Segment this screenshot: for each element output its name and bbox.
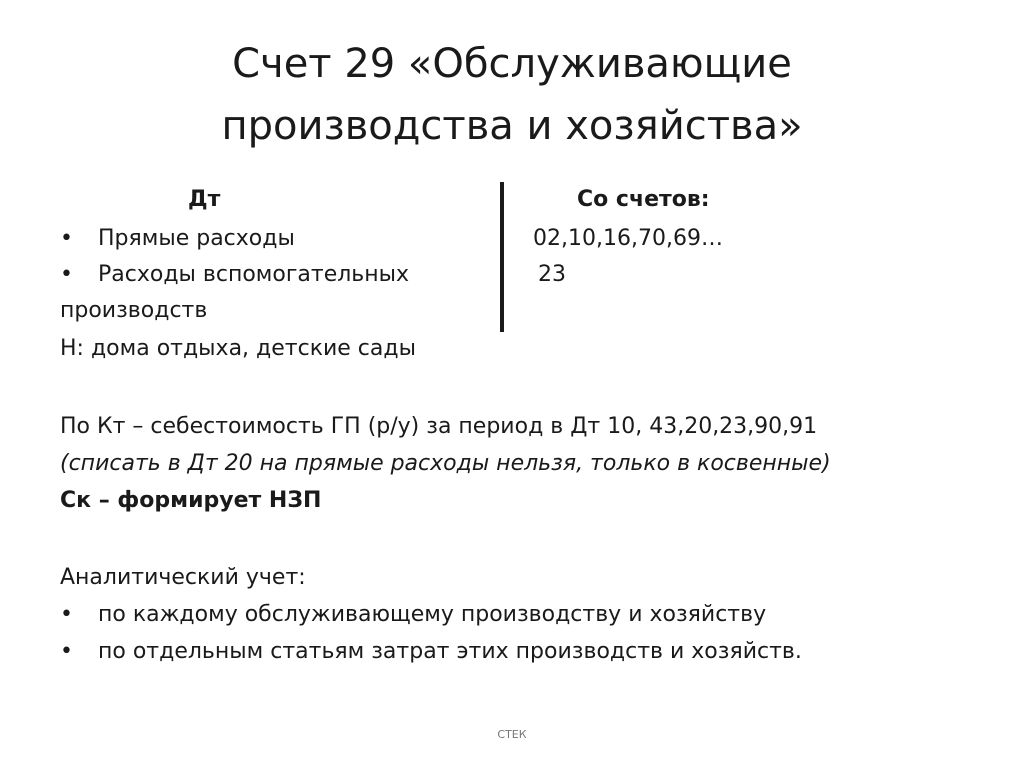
bullet-icon: • — [60, 226, 73, 251]
footer-label: СТЕК — [497, 728, 527, 741]
debit-heading: Дт — [188, 187, 221, 212]
slide-title-line-2: производства и хозяйства» — [221, 103, 803, 149]
italic-note: (списать в Дт 20 на прямые расходы нельзя, только в косвенные) — [60, 451, 831, 476]
credit-value: 23 — [538, 262, 566, 287]
bullet-icon: • — [60, 639, 73, 664]
column-divider — [500, 182, 504, 332]
debit-item-label: Прямые расходы — [98, 226, 295, 251]
slide-title-line-1: Счет 29 «Обслуживающие — [232, 41, 792, 87]
debit-item-label: Расходы вспомогательных — [98, 262, 410, 287]
debit-note: Н: дома отдыха, детские сады — [60, 336, 416, 361]
sk-line: Ск – формирует НЗП — [60, 488, 322, 513]
bullet-icon: • — [60, 262, 73, 287]
analytics-item-label: по каждому обслуживающему производству и хозяйству — [98, 602, 767, 627]
debit-continuation: производств — [60, 298, 208, 323]
analytics-item-label: по отдельным статьям затрат этих производств и хозяйств. — [98, 639, 802, 664]
credit-heading: Со счетов: — [577, 187, 710, 212]
bullet-icon: • — [60, 602, 73, 627]
analytics-heading: Аналитический учет: — [60, 565, 306, 590]
kt-line: По Кт – себестоимость ГП (р/у) за период в Дт 10, 43,20,23,90,91 — [60, 414, 818, 439]
credit-value: 02,10,16,70,69… — [533, 226, 723, 251]
